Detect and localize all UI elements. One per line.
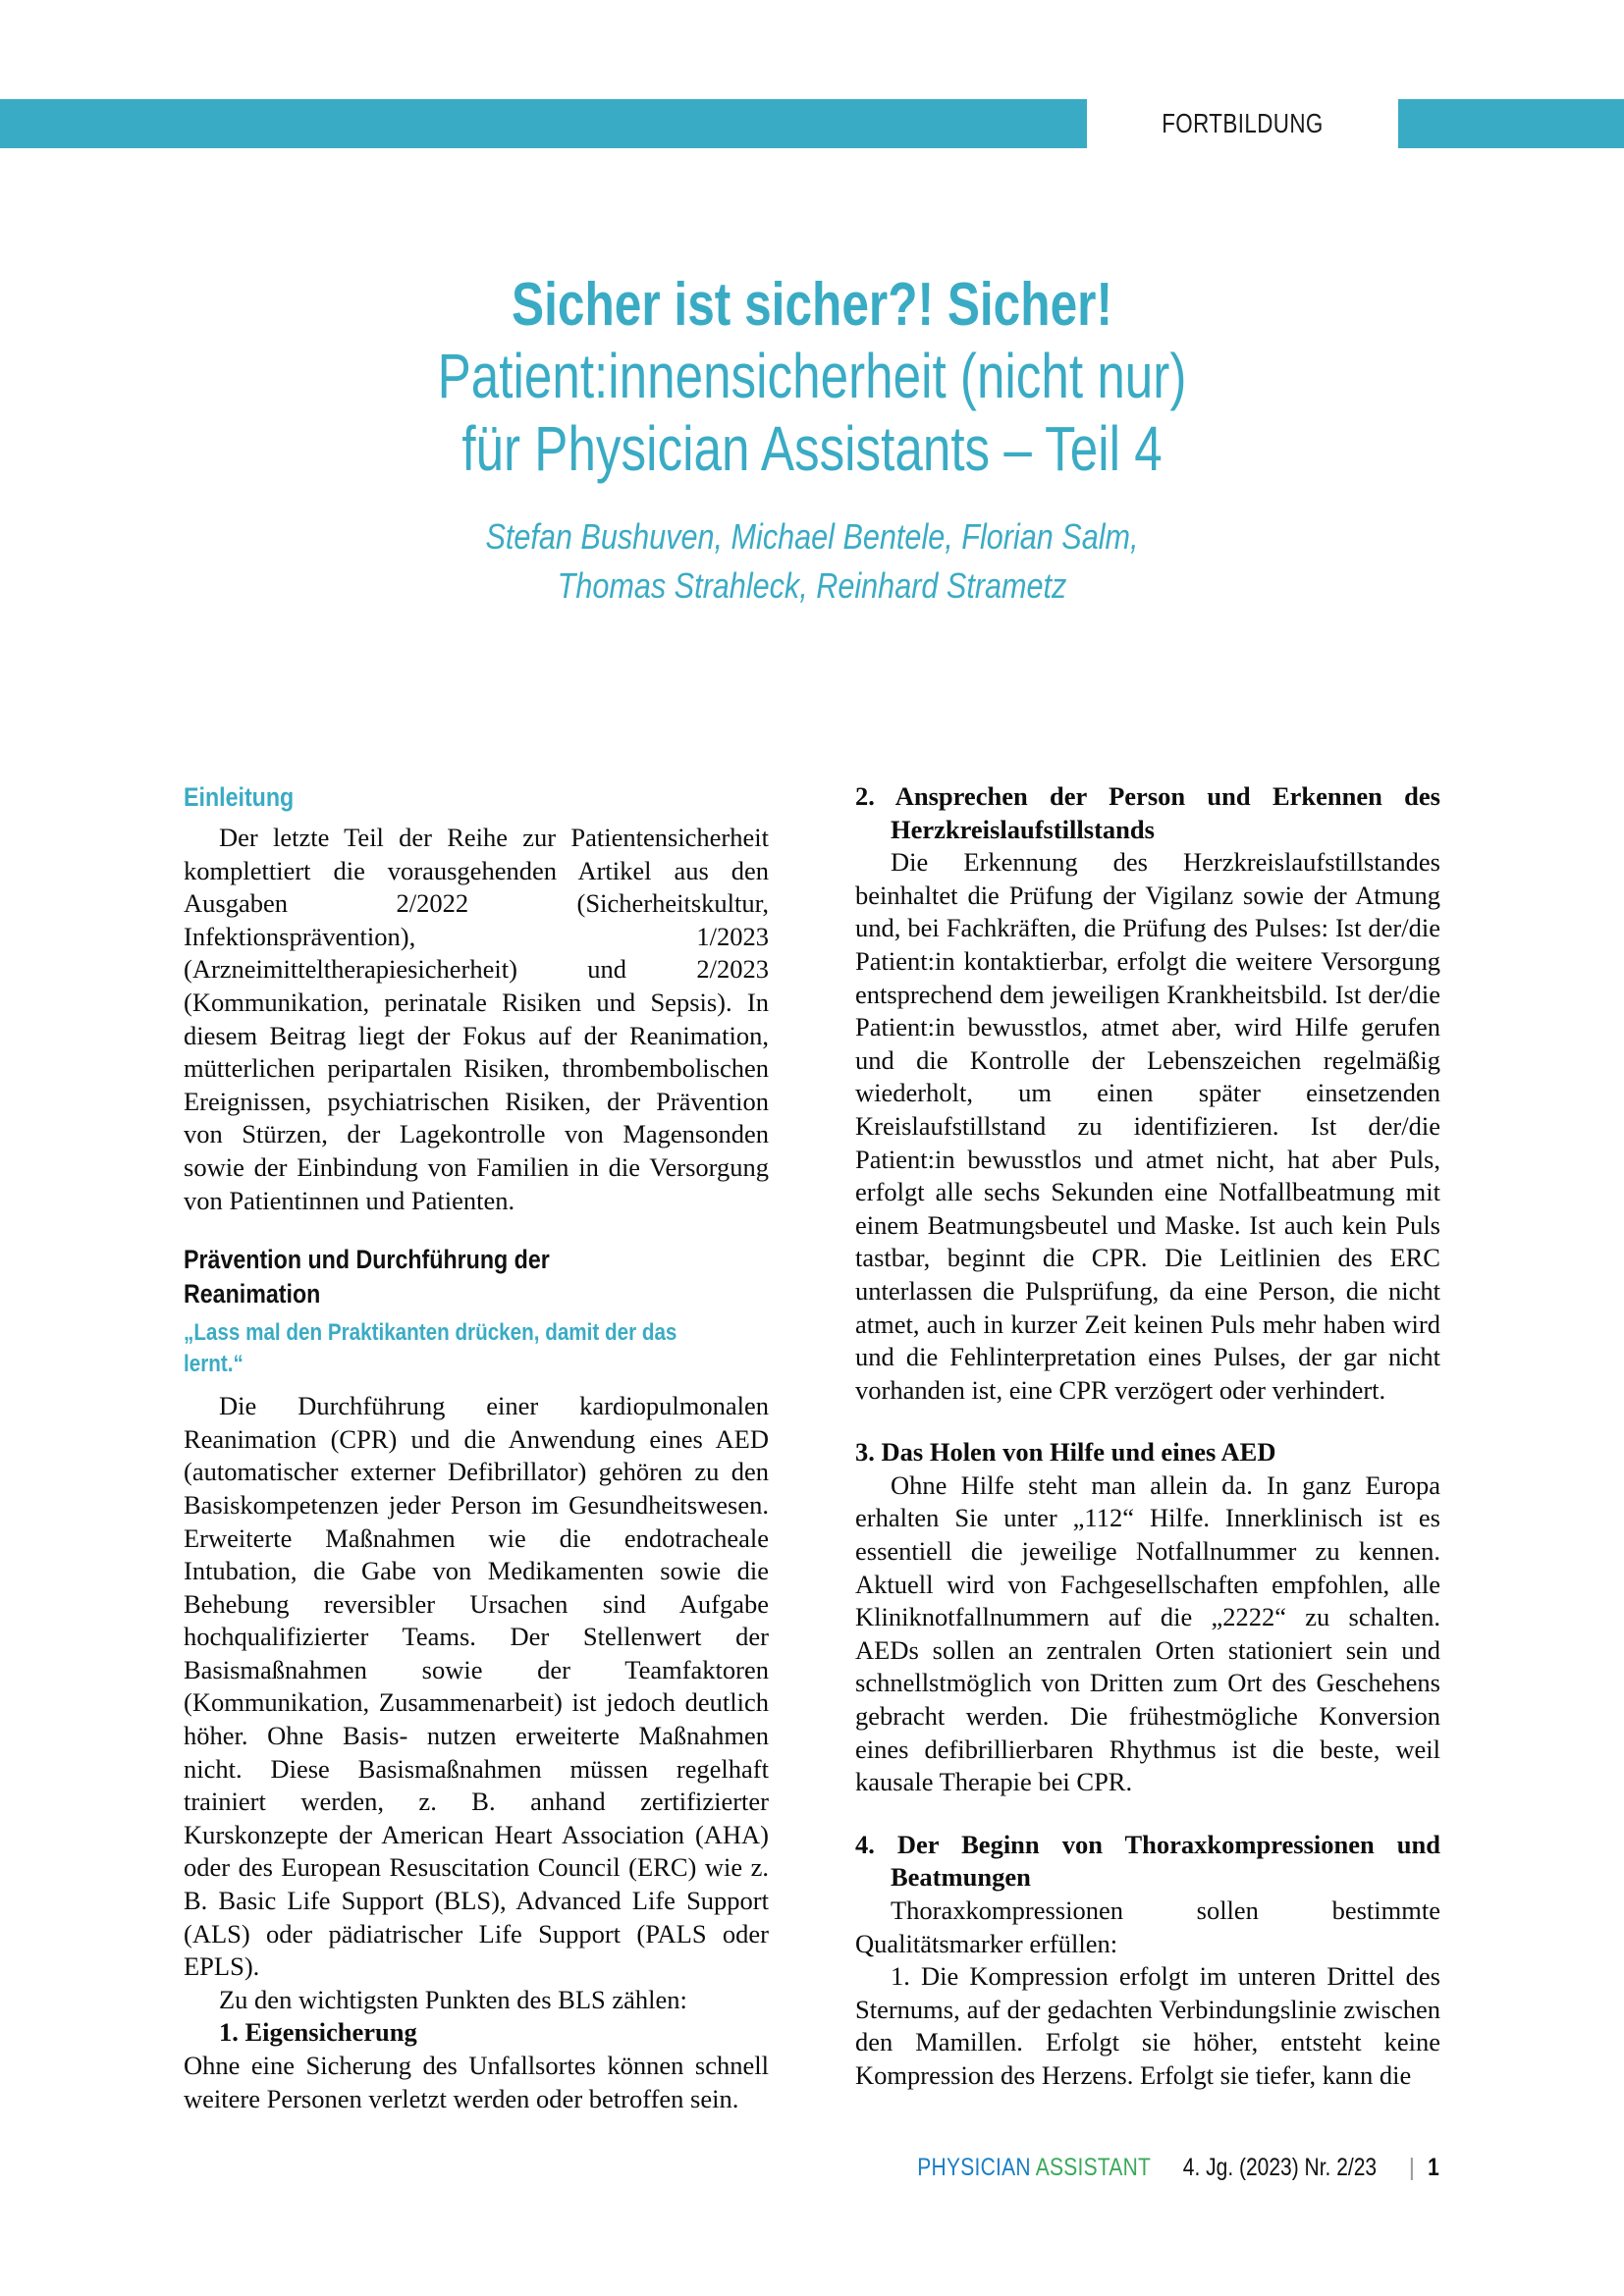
page-number: 1	[1428, 2153, 1439, 2181]
paragraph-item-3: Ohne Hilfe steht man allein da. In ganz Europa erhalten Sie unter „112“ Hilfe. Innerklinisch ist es essentiell die jeweilige Notfallnummer zu kennen. Aktuell wird von Fachgesellschaften empfohlen, alle Kliniknotfallnummern auf die „2222“ zu schalten. AEDs sollen an zentralen Orten stationiert sein und schnellstmöglich von Dritten zum Ort des Geschehens gebracht werden. Die frühestmögliche Konversion eines defibrillierbaren Rhythmus ist die beste, weil kausale Therapie bei CPR.	[855, 1469, 1440, 1797]
paragraph-item-1: Ohne eine Sicherung des Unfallsortes können schnell weitere Personen verletzt werden oder betroffen sein.	[184, 2051, 769, 2113]
paragraph-item-4-sub-1: 1. Die Kompression erfolgt im unteren Drittel des Sternums, auf der gedachten Verbindungslinie zwischen den Mamillen. Erfolgt sie höher, entsteht keine Kompression des Herzens. Erfolgt sie tiefer, kann die	[855, 1961, 1440, 2090]
journal-brand	[917, 2154, 1151, 2182]
paragraph-item-2: Die Erkennung des Herzkreislaufstillstandes beinhaltet die Prüfung der Vigilanz sowie der Atmung und, bei Fachkräften, die Prüfung des Pulses: Ist der/die Patient:in kontaktierbar, erfolgt die weitere Versorgung entsprechend dem jeweiligen Krankheitsbild. Ist der/die Patient:in bewusstlos, atmet aber, wird Hilfe gerufen und die Kontrolle der Lebenszeichen regelmäßig wiederholt, um einen später einsetzenden Kreislaufstillstand zu identifizieren. Ist der/die Patient:in bewusstlos und atmet nicht, hat aber Puls, erfolgt alle sechs Sekunden eine Notfallbeatmung mit einem Beatmungsbeutel und Maske. Ist auch kein Puls tastbar, beginnt die CPR. Die Leitlinien des ERC unterlassen die Pulsprüfung, da eine Person, die nicht atmet, auch in kurzer Zeit keinen Puls mehr haben wird und die Fehlinterpretation eines Pulses, der gar nicht vorhanden ist, eine CPR verzögert oder verhindert.	[855, 847, 1440, 1405]
pull-quote: „Lass mal den Praktikanten drücken, damit der das lernt.“	[184, 1319, 677, 1378]
page-title-line-3: für Physician Assistants – Teil 4	[461, 413, 1163, 484]
page-header	[0, 99, 1624, 148]
section-label: FORTBILDUNG	[1162, 108, 1324, 138]
footer-separator: |	[1408, 2153, 1416, 2181]
paragraph-cpr: Die Durchführung einer kardiopulmonalen Reanimation (CPR) und die Anwendung eines AED (automatischer externer Defibrillator) gehören zu den Basiskompetenzen jeder Person im Gesundheitswesen. Erweiterte Maßnahmen wie die endotracheale Intubation, die Gabe von Medikamenten sowie die Behebung reversibler Ursachen sind Aufgabe hochqualifizierter Teams. Der Stellenwert der Basismaßnahmen sowie der Teamfaktoren (Kommunikation, Zusammenarbeit) ist jedoch deutlich höher. Ohne Basis- nutzen erweiterte Maßnahmen nicht. Diese Basismaßnahmen müssen regelhaft trainiert werden, z. B. anhand zertifizierter Kurskonzepte der American Heart Association (AHA) oder des European Resuscitation Council (ERC) wie z. B. Basic Life Support (BLS), Advanced Life Support (ALS) oder pädiatrischer Life Support (PALS oder EPLS).	[184, 1391, 769, 1982]
heading-item-4: 4. Der Beginn von Thoraxkompressionen und Beatmungen	[855, 1829, 1440, 1893]
left-column	[184, 780, 769, 2113]
article-body	[184, 780, 1440, 2113]
paragraph-einleitung: Der letzte Teil der Reihe zur Patientensicherheit komplettiert die vorausgehenden Artikel aus den Ausgaben 2/2022 (Sicherheitskultur, Infektionsprävention), 1/2023 (Arzneimitteltherapiesicherheit) und 2/2023 (Kommunikation, perinatale Risiken und Sepsis). In diesem Beitrag liegt der Fokus auf der Reanimation, mütterlichen peripartalen Risiken, thrombembolischen Ereignissen, psychiatrischen Risiken, der Prävention von Stürzen, der Lagekontrolle von Magensonden sowie der Einbindung von Familien in die Versorgung von Patientinnen und Patienten.	[184, 823, 769, 1215]
page-title-line-2: Patient:innensicherheit (nicht nur)	[437, 341, 1187, 411]
authors-line-2: Thomas Strahleck, Reinhard Strametz	[557, 565, 1067, 606]
right-column	[855, 780, 1440, 2090]
heading-item-2: 2. Ansprechen der Person und Erkennen des Herzkreislaufstillstands	[855, 781, 1440, 844]
paragraph-item-4: Thoraxkompressionen sollen bestimmte Qualitätsmarker erfüllen:	[855, 1896, 1440, 1958]
heading-item-3: 3. Das Holen von Hilfe und eines AED	[855, 1437, 1276, 1468]
heading-praevention: Prävention und Durchführung der Reanimation	[184, 1245, 550, 1309]
authors-line-1: Stefan Bushuven, Michael Bentele, Florian Salm,	[485, 516, 1139, 557]
header-band-left	[0, 99, 1087, 148]
issue-info: 4. Jg. (2023) Nr. 2/23	[1182, 2153, 1377, 2181]
brand-assistant: ASSISTANT	[1035, 2153, 1151, 2181]
page-title-line-1: Sicher ist sicher?! Sicher!	[512, 271, 1112, 339]
page-footer	[0, 2146, 1624, 2189]
article-title-block	[184, 271, 1440, 611]
brand-physician: PHYSICIAN	[916, 2153, 1031, 2181]
heading-item-1: 1. Eigensicherung	[219, 2017, 417, 2048]
header-band-right	[1398, 99, 1624, 148]
heading-einleitung: Einleitung	[184, 782, 295, 812]
paragraph-bls-intro: Zu den wichtigsten Punkten des BLS zählen:	[219, 1984, 687, 2014]
